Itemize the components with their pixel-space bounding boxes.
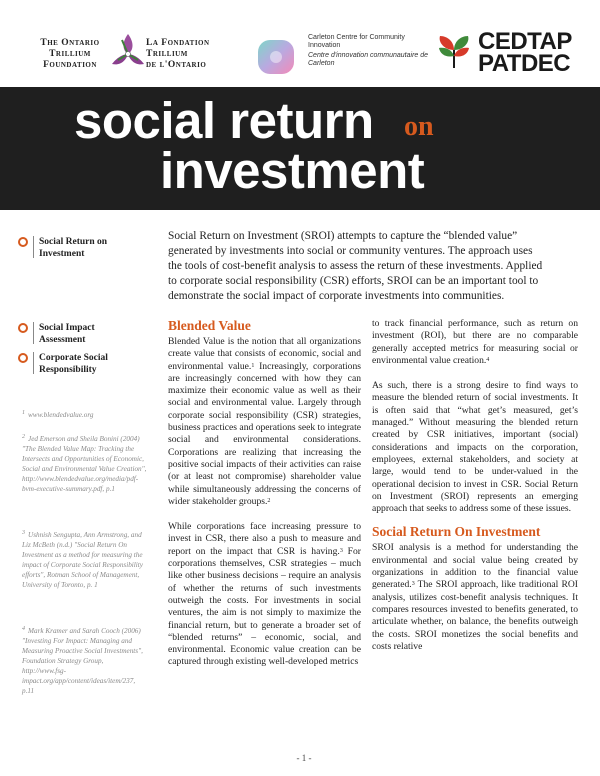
cedtap-logo-text [478,28,572,77]
trillium-flower-icon [108,30,148,74]
footnote-4 [22,626,147,696]
patdec-line: PATDEC [478,50,571,77]
nav-divider [33,352,34,374]
footnote-ref[interactable]: 3 [411,581,415,588]
body-column-right [372,318,578,666]
lfto-line: de l'Ontario [146,60,207,70]
text-run: Increasingly, corporations are increasingly concerned with how they can maximize their economic value as well as their social and environmental value. Largely through corporate social responsibility (CSR) strategies, business practices and operations seek to integrate social and environmental considerations. Corporations are realizing that increasing the positive social impacts of their activities can raise (or at least not compromise) shareholder value while simultaneously addressing the concerns of wider stakeholder groups. [168,360,361,507]
nav-label: Social Return on Investment [39,237,108,259]
footnote-ref[interactable]: 1 [251,362,255,369]
footnote-ref[interactable]: 4 [486,356,490,363]
otf-line: Trillium [49,49,91,59]
paragraph [372,318,578,367]
footnote-number: 1 [22,410,25,416]
footnote-3 [22,530,147,590]
otf-line: Foundation [43,60,97,70]
footnote-number: 4 [22,626,25,632]
text-run: While corporations face increasing pressure to invest in CSR, there also a push to measure and report on the impact that CSR is having. [168,521,361,557]
footnote-text: Mark Kramer and Sarah Cooch (2006) "Investing For Impact: Managing and Measuring Proactive Social Investments", Foundation Strategy Group, http://www.fsg-impact.org/app/content/ideas/item/237, p.11 [22,627,143,695]
cedtap-leaf-icon [434,32,474,72]
text-run: SROI analysis is a method for understanding the environmental and social value being created by organizations in addition to the financial value generated. [372,542,578,591]
footnote-1 [22,410,147,420]
intro-line: demonstrate the social impact of corporate investments into communities. [168,290,505,302]
footnote-text: Ushnish Sengupta, Ann Armstrong, and Liz McBeth (n.d.) "Social Return On Investment as a method for measuring the impact of Corporate Social Responsibility efforts", Rotman School of Management, University of Toronto, p. 1 [22,531,143,589]
footnote-2 [22,434,147,494]
cedtap-line: CEDTAP [478,28,572,55]
nav-divider [33,322,34,344]
body-column-left [168,336,361,682]
heading-sroi: Social Return On Investment [372,524,541,540]
text-run: Blended Value is the notion that all organizations create value that consists of economic, social and environmental value. [168,336,361,372]
lfto-line: La Fondation [146,38,210,48]
title-line2: investment [160,142,425,199]
page-number: - 1 - [296,753,312,763]
carleton-english: Carleton Centre for Community Innovation [308,34,405,49]
text-run: For corporations themselves, CSR strategies – much like other business decisions – require an analysis of whether the returns of such investments outweigh the costs. For investments in social ventures, the aim is not simply to maximize the financial return, but to generate a broader set of “blended returns” – economic, social, and environmental. Economic value creation can be captured through existing well-developed metrics [168,545,362,668]
bullet-ring-icon [18,323,28,333]
intro-line: to corporate social responsibility (CSR) efforts, SROI can be an important tool to [168,275,539,287]
title-on: on [404,111,434,142]
paragraph: As such, there is a strong desire to find ways to measure the blended return of social investments. It is often said that “what get’s measured, get’s managed.” Without measuring the blended return created by CSR initiatives, important (social) considerations and impacts on the corporation, employees, external stakeholders, and society at large, would tend to be under-valued in the operational decision to invest in CSR. Social Return on Investment (SROI) represents an emerging approach that seeks to address some of these issues. [372,380,578,515]
intro-line: Social Return on Investment (SROI) attempts to capture the “blended value” [168,230,518,242]
nav-divider [33,236,34,258]
intro-paragraph [168,229,578,304]
lfto-line: Trillium [146,49,188,59]
footnote-text: Jed Emerson and Sheila Bonini (2004) "The Blended Value Map: Tracking the Intersects and Opportunities of Economic, Social and Environmental Value Creation", http://www.blendedvalue.org/media/pdf-bvm-executive-summary.pdf, p.1 [22,435,147,493]
text-run: to track financial performance, such as return on investment (ROI), but there are no comparable generally accepted metrics for measuring social or environmental value creation. [372,318,578,366]
paragraph [168,336,361,508]
bullet-ring-icon [18,353,28,363]
footnote-number: 2 [22,434,25,440]
paragraph [168,521,361,669]
otf-line: The Ontario [40,38,100,48]
lfto-logo-text [146,38,236,71]
otf-logo-text [30,38,110,71]
paragraph [372,542,578,653]
footnote-number: 3 [22,530,25,536]
text-run: The SROI approach, like traditional ROI analysis, utilizes cost-benefit analysis techniques. It compares resources invested to benefits generated, to articulate whether, on balance, the benefits outweigh the costs. SROI monetizes the social benefits and costs relative [372,579,578,652]
intro-line: the tools of cost-benefit analysis to assess the return of these investments. Applied [168,260,543,272]
carleton-french: Centre d'innovation communautaire de Carleton [308,52,429,67]
carleton-text [308,34,438,68]
footnote-ref[interactable]: 2 [267,497,271,504]
heading-blended-value: Blended Value [168,318,251,333]
nav-label: Social Impact Assessment [39,323,95,345]
bullet-ring-icon [18,237,28,247]
carleton-logo-icon [254,38,298,76]
footnote-text: www.blendedvalue.org [28,411,94,419]
nav-label: Corporate Social Responsibility [39,353,108,375]
title-line1: social return [74,92,374,149]
footnote-ref[interactable]: 3 [339,547,343,554]
intro-line: generated by investments into social or community ventures. The approach uses [168,245,533,257]
